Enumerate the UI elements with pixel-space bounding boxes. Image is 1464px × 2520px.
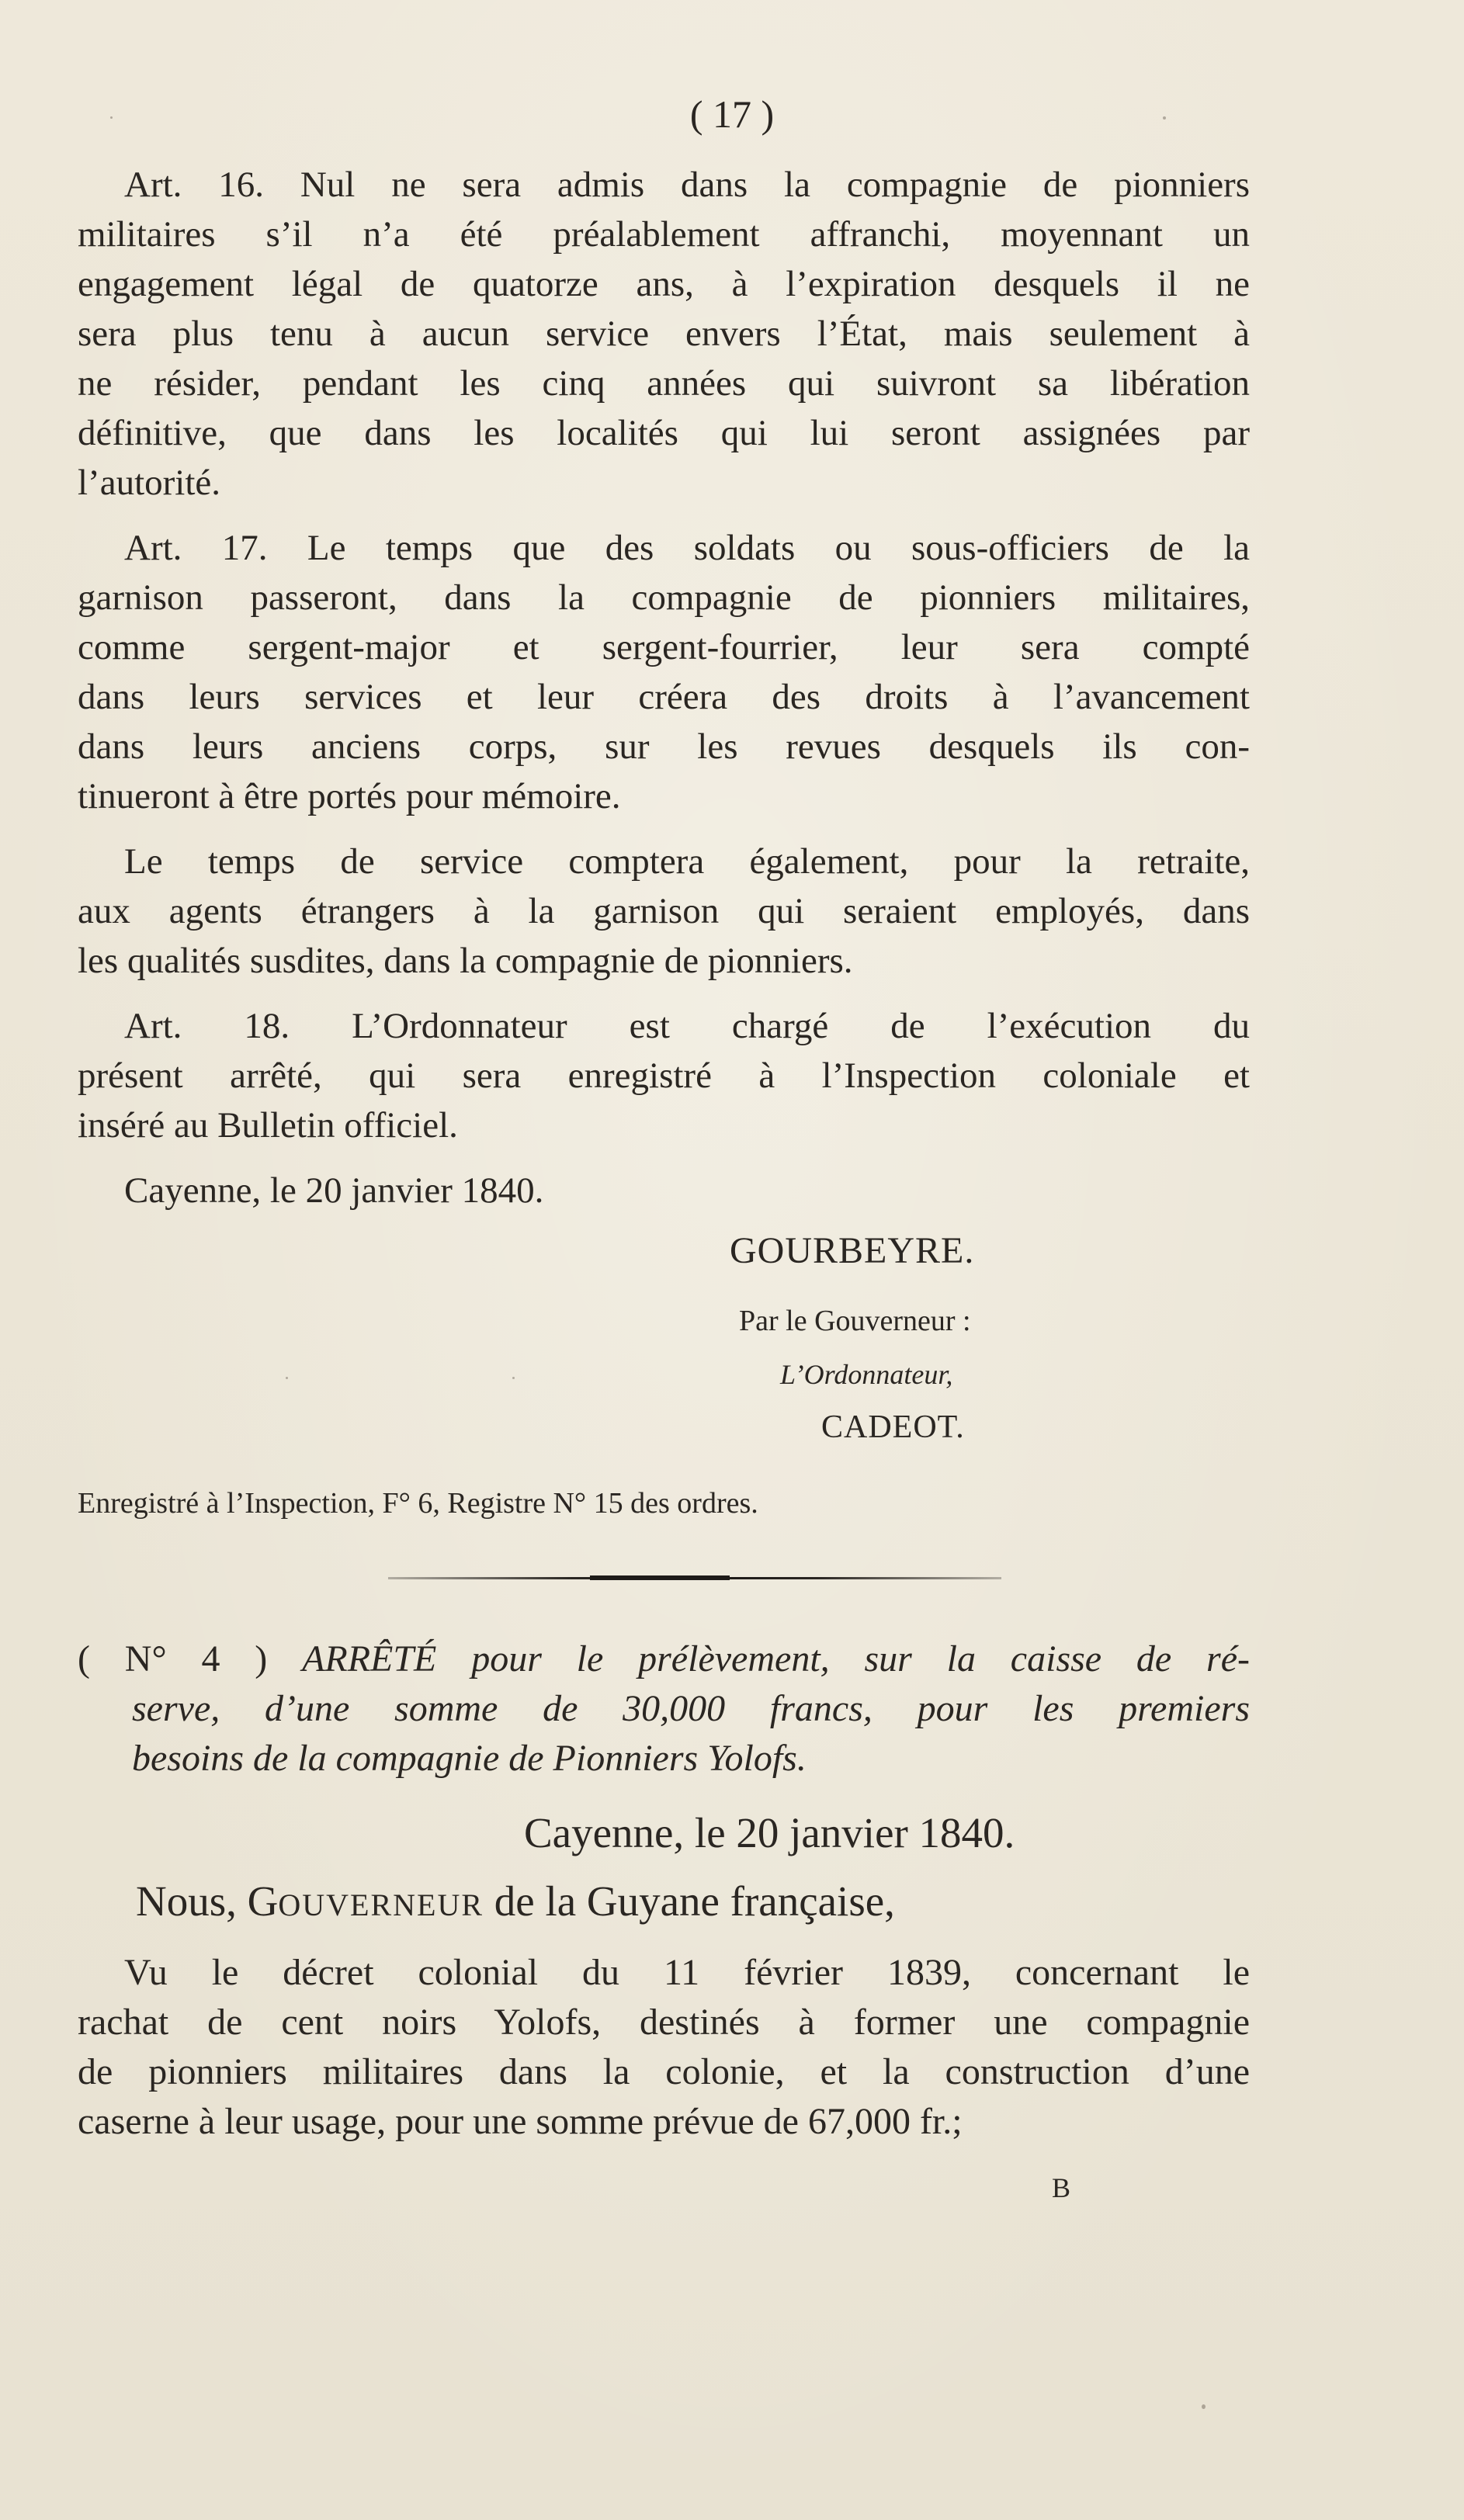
text-line: de pionniers militaires dans la colonie, et la construction d’une bbox=[78, 2051, 1250, 2092]
decree-title-text: besoins de la compagnie de Pionniers Yolofs. bbox=[132, 1738, 807, 1779]
paper-speck bbox=[1202, 2404, 1206, 2409]
decree-place-date: Cayenne, le 20 janvier 1840. bbox=[524, 1809, 1015, 1856]
text-line: ne résider, pendant les cinq années qui suivront sa libération bbox=[78, 363, 1250, 404]
governor-signature: GOURBEYRE. bbox=[730, 1230, 975, 1271]
text-line: Le temps de service comptera également, pour la retraite, bbox=[124, 841, 1250, 882]
text-line: Art. 16. Nul ne sera admis dans la compagnie de pionniers bbox=[124, 165, 1250, 205]
text-line: rachat de cent noirs Yolofs, destinés à former une compagnie bbox=[78, 2002, 1250, 2043]
decree-title-word: ARRÊTÉ bbox=[302, 1638, 437, 1679]
nous-rest: de la Guyane française, bbox=[494, 1877, 895, 1925]
text-line: dans leurs anciens corps, sur les revues desquels ils con- bbox=[78, 726, 1250, 767]
text-line: tinueront à être portés pour mémoire. bbox=[78, 776, 621, 816]
decree-title-line bbox=[132, 1686, 1250, 1732]
text-line: comme sergent-major et sergent-fourrier, leur sera compté bbox=[78, 627, 1250, 667]
ordonnateur-title: L’Ordonnateur, bbox=[780, 1359, 953, 1390]
text-line: garnison passeront, dans la compagnie de pionniers militaires, bbox=[78, 577, 1250, 618]
gouverneur-rest: OUVERNEUR bbox=[278, 1887, 484, 1922]
text-line: Art. 17. Le temps que des soldats ou sous-officiers de la bbox=[124, 528, 1250, 568]
paper-speck bbox=[1163, 116, 1166, 120]
text-line: dans leurs services et leur créera des droits à l’avancement bbox=[78, 677, 1250, 717]
paper-speck bbox=[110, 116, 113, 119]
text-line: engagement légal de quatorze ans, à l’expiration desquels il ne bbox=[78, 264, 1250, 304]
text-line: définitive, que dans les localités qui lui seront assignées par bbox=[78, 413, 1250, 453]
registration-note: Enregistré à l’Inspection, F° 6, Registre N° 15 des ordres. bbox=[78, 1487, 758, 1520]
paper-speck bbox=[286, 1377, 288, 1379]
paper-speck bbox=[512, 1377, 515, 1379]
decree-title-line bbox=[78, 1636, 1250, 1683]
by-governor-label: Par le Gouverneur : bbox=[739, 1305, 971, 1337]
decree-title-line bbox=[132, 1735, 1250, 1782]
text-line: l’autorité. bbox=[78, 463, 221, 503]
decree-number: ( N° 4 ) bbox=[78, 1638, 268, 1679]
text-line: aux agents étrangers à la garnison qui seraient employés, dans bbox=[78, 891, 1250, 931]
page-number: ( 17 ) bbox=[689, 92, 775, 136]
text-line: militaires s’il n’a été préalablement affranchi, moyennant un bbox=[78, 214, 1250, 255]
gouverneur-initial: G bbox=[247, 1877, 279, 1925]
text-line: les qualités susdites, dans la compagnie de pionniers. bbox=[78, 941, 853, 981]
ordonnateur-signature: CADEOT. bbox=[821, 1409, 965, 1445]
signature-mark: B bbox=[1052, 2172, 1071, 2203]
nous-word: Nous, bbox=[136, 1877, 237, 1925]
decree-title-text: serve, d’une somme de 30,000 francs, pour les premiers bbox=[132, 1688, 1250, 1729]
text-line: caserne à leur usage, pour une somme prévue de 67,000 fr.; bbox=[78, 2101, 963, 2142]
text-line: Vu le décret colonial du 11 février 1839, concernant le bbox=[124, 1952, 1250, 1993]
text-line: inséré au Bulletin officiel. bbox=[78, 1105, 458, 1146]
decree-preamble bbox=[136, 1877, 895, 1926]
place-date: Cayenne, le 20 janvier 1840. bbox=[124, 1170, 544, 1211]
section-divider-center bbox=[590, 1575, 730, 1580]
text-line: présent arrêté, qui sera enregistré à l’Inspection coloniale et bbox=[78, 1055, 1250, 1096]
decree-title-rest: pour le prélèvement, sur la caisse de ré- bbox=[471, 1638, 1250, 1679]
text-line: Art. 18. L’Ordonnateur est chargé de l’exécution du bbox=[124, 1006, 1250, 1046]
text-line: sera plus tenu à aucun service envers l’État, mais seulement à bbox=[78, 314, 1250, 354]
